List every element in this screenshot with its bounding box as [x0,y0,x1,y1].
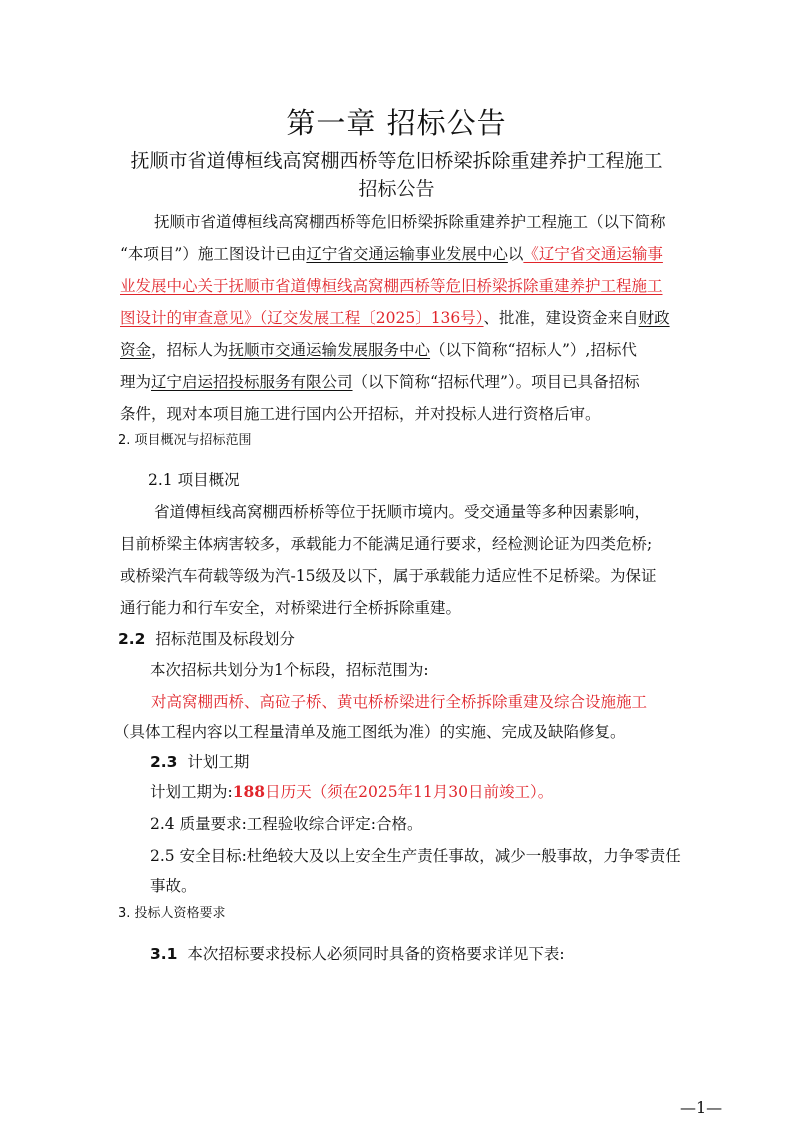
paragraph-line: 通行能力和行车安全，对桥梁进行全桥拆除重建。 [120,599,462,617]
subsection-heading: 2.1 项目概况 [148,471,240,489]
intro-line: 抚顺市省道傅桓线高窝棚西桥等危旧桥梁拆除重建养护工程施工（以下简称 [154,213,666,231]
paragraph-line: 或桥梁汽车荷载等级为汽-15级及以下，属于承载能力适应性不足桥梁。为保证 [120,567,657,585]
paragraph-line: 本次招标共划分为1个标段，招标范围为: [150,661,429,679]
paragraph-line: 省道傅桓线高窝棚西桥桥等位于抚顺市境内。受交通量等多种因素影响， [154,503,651,521]
intro-text: ，招标人为 [151,341,229,359]
tender-scope-text: 对高窝棚西桥、高砬子桥、黄屯桥桥梁进行全桥拆除重建及综合设施施工 [151,693,648,711]
subsection-number: 3.1 [150,945,178,963]
intro-text: （以下简称“招标代理”）。项目已具备招标 [352,373,640,391]
tender-agent-name: 辽宁启运招投标服务有限公司 [151,373,353,391]
paragraph-line: 目前桥梁主体病害较多，承载能力不能满足通行要求，经检测论证为四类危桥; [120,535,653,553]
safety-target: 2.5 安全目标:杜绝较大及以上安全生产责任事故，减少一般事故，力争零责任 [150,847,681,865]
intro-line [120,244,663,264]
schedule-line [150,782,553,802]
subsection-number: 2.3 [150,753,178,771]
subsection-title: 招标范围及标段划分 [155,630,295,648]
section-heading: 3. 投标人资格要求 [118,906,226,921]
intro-text: 、批准，建设资金来自 [483,309,639,327]
subsection-number: 2.2 [118,630,146,648]
schedule-label: 计划工期为: [150,783,233,801]
funding-source: 财政 [638,309,670,327]
subsection-heading [118,629,295,649]
intro-text: 理为 [120,373,152,391]
subsection-title: 本次招标要求投标人必须同时具备的资格要求详见下表: [187,945,565,963]
subsection-title: 计划工期 [187,753,250,771]
completion-deadline: （须在2025年11月30日前竣工）。 [311,783,554,801]
notice-title-line2: 招标公告 [358,178,435,200]
page-number: —1— [680,1098,723,1117]
notice-title-line1: 抚顺市省道傅桓线高窝棚西桥等危旧桥梁拆除重建养护工程施工 [130,150,663,172]
intro-line: 条件，现对本项目施工进行国内公开招标，并对投标人进行资格后审。 [120,405,601,423]
review-document-title: 《辽宁省交通运输事 [523,245,663,263]
subsection-heading [150,752,249,772]
design-approver: 辽宁省交通运输事业发展中心 [306,245,508,263]
quality-requirement: 2.4 质量要求:工程验收综合评定:合格。 [150,815,423,833]
intro-text: 以 [507,245,524,263]
intro-line [120,372,640,392]
schedule-days: 188 [232,782,266,801]
intro-text: “本项目”）施工图设计已由 [120,245,307,263]
review-document-number: 图设计的审查意见》（辽交发展工程〔2025〕136号） [120,309,484,327]
section-heading: 2. 项目概况与招标范围 [118,433,252,448]
subsection-heading [150,944,565,964]
paragraph-line: （具体工程内容以工程量清单及施工图纸为准）的实施、完成及缺陷修复。 [114,723,626,741]
intro-line [120,308,670,328]
chapter-title: 第一章 招标公告 [286,106,507,140]
review-document-title: 业发展中心关于抚顺市省道傅桓线高窝棚西桥等危旧桥梁拆除重建养护工程施工 [120,277,663,295]
tenderer-name: 抚顺市交通运输发展服务中心 [228,341,431,359]
intro-line [120,340,637,360]
safety-target: 事故。 [150,877,197,895]
funding-source: 资金 [120,341,152,359]
schedule-unit: 日历天 [265,783,312,801]
intro-text: （以下简称“招标人”）,招标代 [430,341,637,359]
